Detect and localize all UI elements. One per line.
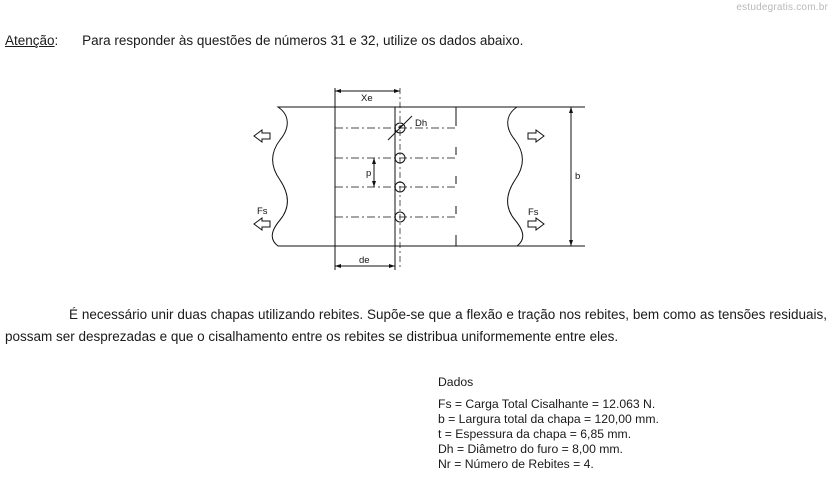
- watermark: estudegratis.com.br: [736, 2, 828, 13]
- label-b: b: [575, 171, 581, 182]
- arrow-right-top: [528, 130, 544, 142]
- label-fs-left: Fs: [257, 206, 268, 217]
- data-line-dh: Dh = Diâmetro do furo = 8,00 mm.: [438, 442, 623, 456]
- attention-label: Atenção: [5, 33, 55, 48]
- label-xe: Xe: [361, 93, 373, 104]
- arrow-right-bottom: [528, 218, 544, 230]
- left-plate-outline: [272, 107, 395, 246]
- attention-colon: :: [54, 33, 59, 48]
- attention-line: [5, 33, 523, 48]
- arrow-left-top: [254, 130, 270, 142]
- arrow-left-bottom: [254, 218, 270, 230]
- data-block: [438, 375, 659, 472]
- label-p: p: [366, 168, 372, 179]
- problem-statement: É necessário unir duas chapas utilizando rebites. Supõe-se que a flexão e tração nos rebites, bem como as tensões residuais, possam ser desprezadas e que o cisalhamento entre os rebites se distribua uniformemente entre eles.: [5, 307, 827, 344]
- data-line-t: t = Espessura da chapa = 6,85 mm.: [438, 427, 632, 441]
- data-line-nr: Nr = Número de Rebites = 4.: [438, 457, 594, 471]
- label-de: de: [359, 255, 370, 266]
- label-dh: Dh: [415, 118, 428, 129]
- data-line-b: b = Largura total da chapa = 120,00 mm.: [438, 412, 659, 426]
- riveted-plates-diagram: [240, 80, 600, 275]
- attention-text: Para responder às questões de números 31 e 32, utilize os dados abaixo.: [82, 33, 524, 48]
- data-line-fs: Fs = Carga Total Cisalhante = 12.063 N.: [438, 397, 656, 411]
- label-fs-right: Fs: [528, 207, 539, 218]
- data-title: Dados: [438, 375, 474, 389]
